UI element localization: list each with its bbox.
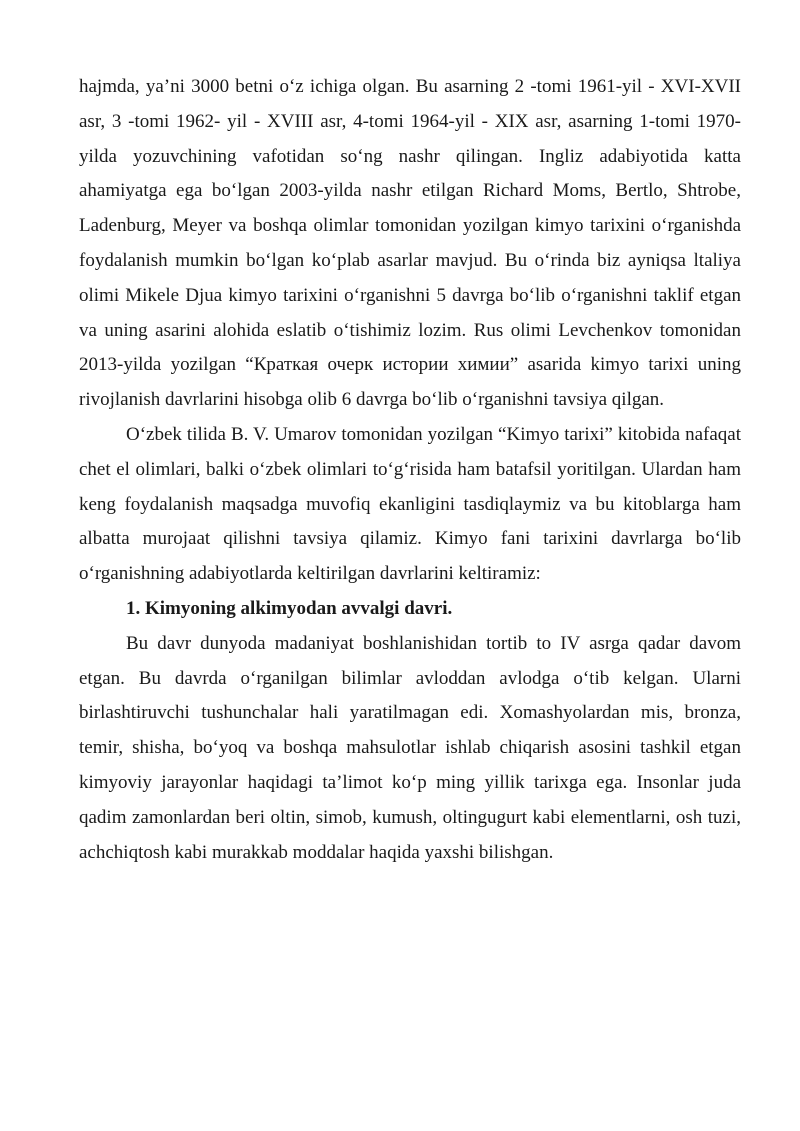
section-heading: 1. Kimyoning alkimyodan avvalgi davri. (126, 597, 453, 619)
paragraph-pre-alchemy-period: Bu davr dunyoda madaniyat boshlanishidan tortib to IV asrga qadar davom etgan. Bu davrda o‘rganilgan bilimlar avloddan avlodga o‘tib kelgan. Ularni birlashtiruvchi tushunchalar hali yaratilmagan edi. Xomashyolardan mis, bronza, temir, shisha, bo‘yoq va boshqa mahsulotlar ishlab chiqarish asosini tashkil etgan kimyoviy jarayonlar haqidagi ta’limot ko‘p ming yillik tarixga ega. Insonlar juda qadim zamonlardan beri oltin, simob, kumush, oltingugurt kabi elementlarni, osh tuzi, achchiqtosh kabi murakkab moddalar haqida yaxshi bilishgan. (79, 632, 741, 863)
paragraph-history-sources: hajmda, ya’ni 3000 betni o‘z ichiga olgan. Bu asarning 2 -tomi 1961-yil - XVI-XVII asr, 3 -tomi 1962- yil - XVIII asr, 4-tomi 1964-yil - XIX asr, asarning 1-tomi 1970- yilda yozuvchining vafotidan so‘ng nashr qilingan. Ingliz adabiyotida katta ahamiyatga ega bo‘lgan 2003-yilda nashr etilgan Richard Moms, Bertlo, Shtrobe, Ladenburg, Meyer va boshqa olimlar tomonidan yozilgan kimyo tarixini o‘rganishda foydalanish mumkin bo‘lgan ko‘plab asarlar mavjud. Bu o‘rinda biz ayniqsa ltaliya olimi Mikele Djua kimyo tarixini o‘rganishni 5 davrga bo‘lib o‘rganishni taklif etgan va uning asarini alohida eslatib o‘tishimiz lozim. Rus olimi Levchenkov tomonidan 2013-yilda yozilgan “Краткая очерк истории химии” asarida kimyo tarixi uning rivojlanish davrlarini hisobga olib 6 davrga bo‘lib o‘rganishni tavsiya qilgan. (79, 76, 741, 411)
paragraph-uzbek-literature: O‘zbek tilida B. V. Umarov tomonidan yozilgan “Kimyo tarixi” kitobida nafaqat chet el olimlari, balki o‘zbek olimlari to‘g‘risida ham batafsil yoritilgan. Ulardan ham keng foydalanish maqsadga muvofiq ekanligini tasdiqlaymiz va bu kitoblarga ham albatta murojaat qilishni tavsiya qilamiz. Kimyo fani tarixini davrlarga bo‘lib o‘rganishning adabiyotlarda keltirilgan davrlarini keltiramiz: (79, 423, 741, 585)
document-page (79, 70, 741, 870)
